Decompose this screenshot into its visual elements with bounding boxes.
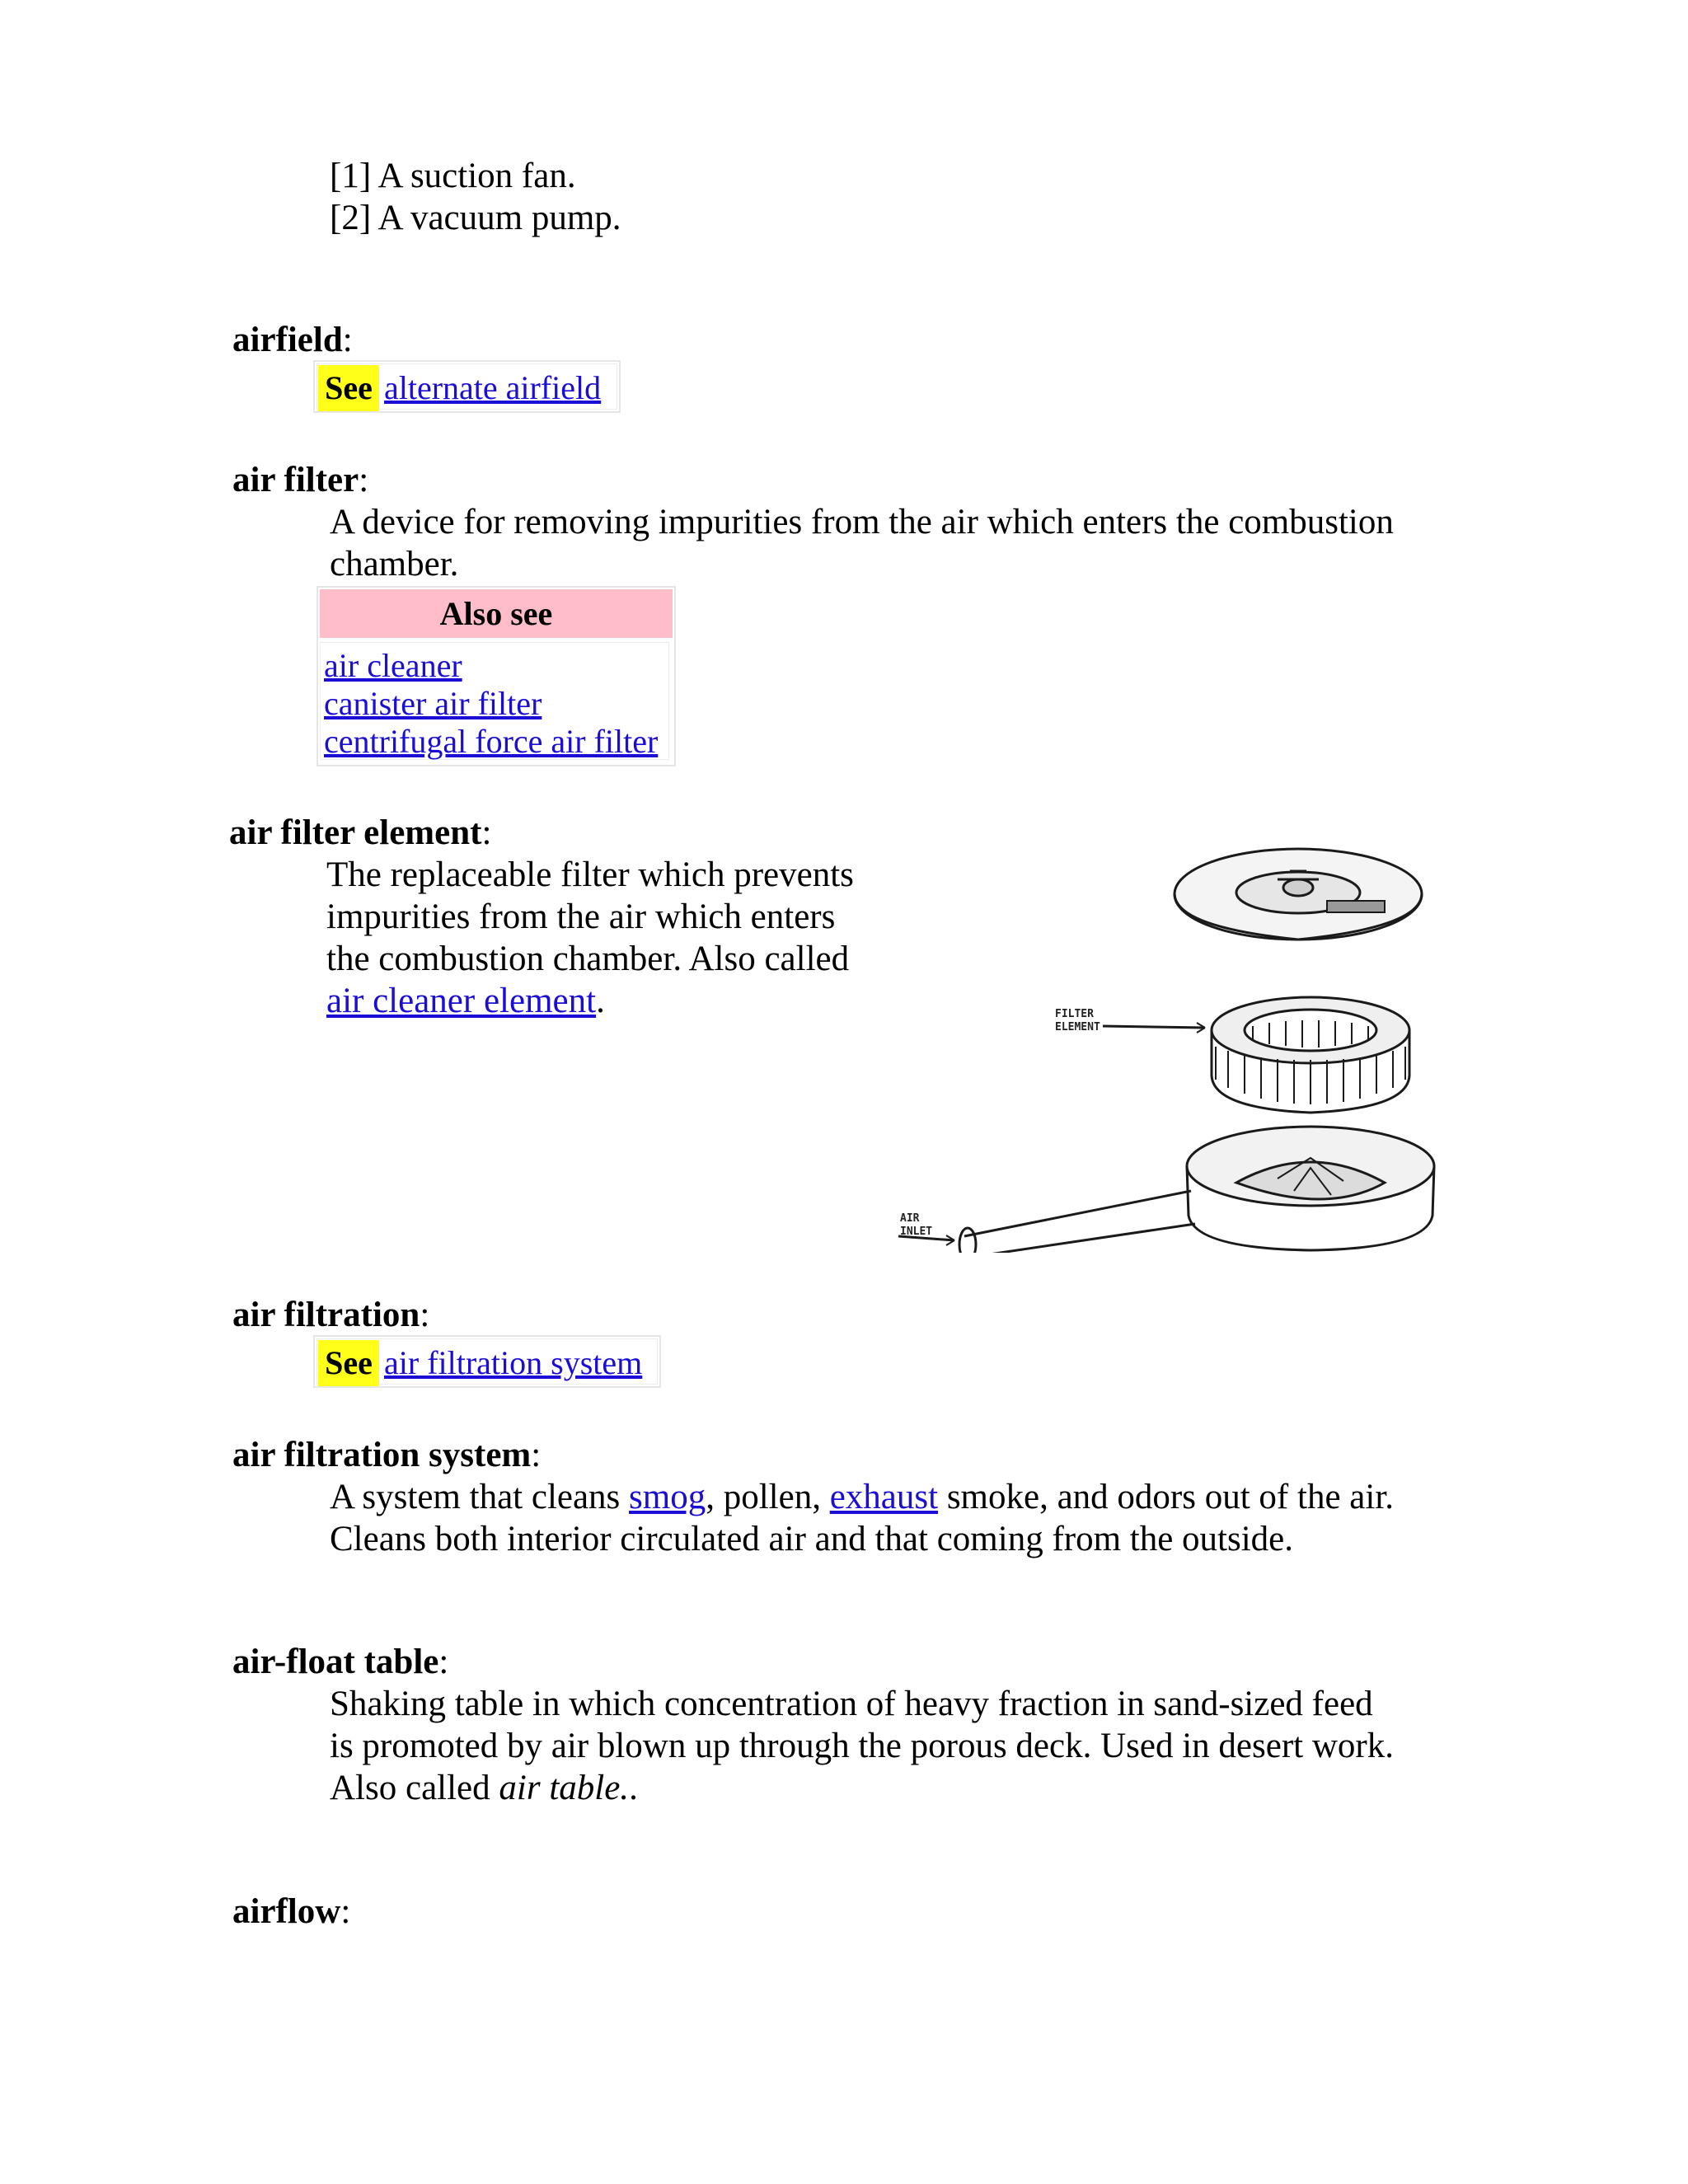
term-heading [232, 1641, 448, 1683]
figure-label-filter: FILTER [1055, 1008, 1094, 1020]
definition-line [330, 1767, 638, 1809]
term-heading [232, 1891, 350, 1933]
figure-label-inlet: INLET [900, 1226, 933, 1238]
see-label: See [318, 365, 379, 411]
definition-line: Shaking table in which concentration of heavy fraction in sand-sized feed [330, 1685, 1373, 1723]
text-fragment: smoke, and odors out of the air. [938, 1478, 1395, 1516]
definition-line: Cleans both interior circulated air and that coming from the outside. [330, 1520, 1294, 1558]
text-fragment: . [629, 1769, 638, 1807]
definition-line: A device for removing impurities from the air which enters the combustion [330, 503, 1394, 541]
link-exhaust[interactable]: exhaust [829, 1478, 939, 1516]
definition-line [326, 980, 605, 1022]
term-name: air filter element [229, 813, 482, 852]
definition-line: The replaceable filter which prevents [326, 855, 854, 894]
link-smog[interactable]: smog [629, 1478, 706, 1516]
term-name: air filtration system [232, 1436, 532, 1474]
definition-line: is promoted by air blown up through the porous deck. Used in desert work. [330, 1727, 1394, 1765]
air-filter-element-illustration [882, 828, 1442, 1253]
definition-line: impurities from the air which enters [326, 898, 836, 936]
list-item: [2] A vacuum pump. [330, 199, 621, 237]
colon: : [481, 813, 492, 852]
term-heading [229, 812, 491, 854]
see-box [313, 1335, 661, 1388]
term-name: airfield [232, 321, 343, 359]
term-name: air filtration [232, 1296, 420, 1334]
link-air-cleaner-element[interactable]: air cleaner element [326, 982, 597, 1020]
colon: : [340, 1892, 351, 1931]
figure-label-element: ELEMENT [1055, 1021, 1100, 1033]
see-label: See [318, 1340, 379, 1386]
text-fragment: A system that cleans [330, 1478, 630, 1516]
term-heading [232, 459, 368, 501]
list-item: [1] A suction fan. [330, 157, 576, 195]
definition-line [330, 1476, 1394, 1518]
term-name: air filter [232, 461, 359, 499]
period: . [596, 982, 605, 1020]
also-see-list [320, 642, 669, 760]
term-heading [232, 1294, 429, 1336]
italic-term: air table. [499, 1769, 630, 1807]
also-see-link-centrifugal-force-air-filter[interactable]: centrifugal force air filter [324, 723, 659, 760]
also-see-link-air-cleaner[interactable]: air cleaner [324, 647, 462, 684]
colon: : [420, 1296, 430, 1334]
see-box [313, 360, 621, 413]
term-heading [232, 1434, 541, 1476]
term-name: air-float table [232, 1643, 439, 1681]
definition-line: chamber. [330, 545, 459, 583]
see-link-alternate-airfield[interactable]: alternate airfield [384, 369, 602, 406]
text-fragment: , pollen, [706, 1478, 830, 1516]
colon: : [438, 1643, 449, 1681]
also-see-title: Also see [320, 589, 673, 638]
term-heading [232, 319, 353, 361]
also-see-link-canister-air-filter[interactable]: canister air filter [324, 685, 542, 722]
text-fragment: Also called [330, 1769, 499, 1807]
term-name: airflow [232, 1892, 341, 1931]
colon: : [531, 1436, 542, 1474]
see-link-air-filtration-system[interactable]: air filtration system [384, 1344, 643, 1381]
figure-label-air: AIR [900, 1212, 920, 1225]
also-see-box [316, 586, 676, 766]
definition-line: the combustion chamber. Also called [326, 940, 850, 978]
colon: : [359, 461, 369, 499]
colon: : [342, 321, 353, 359]
